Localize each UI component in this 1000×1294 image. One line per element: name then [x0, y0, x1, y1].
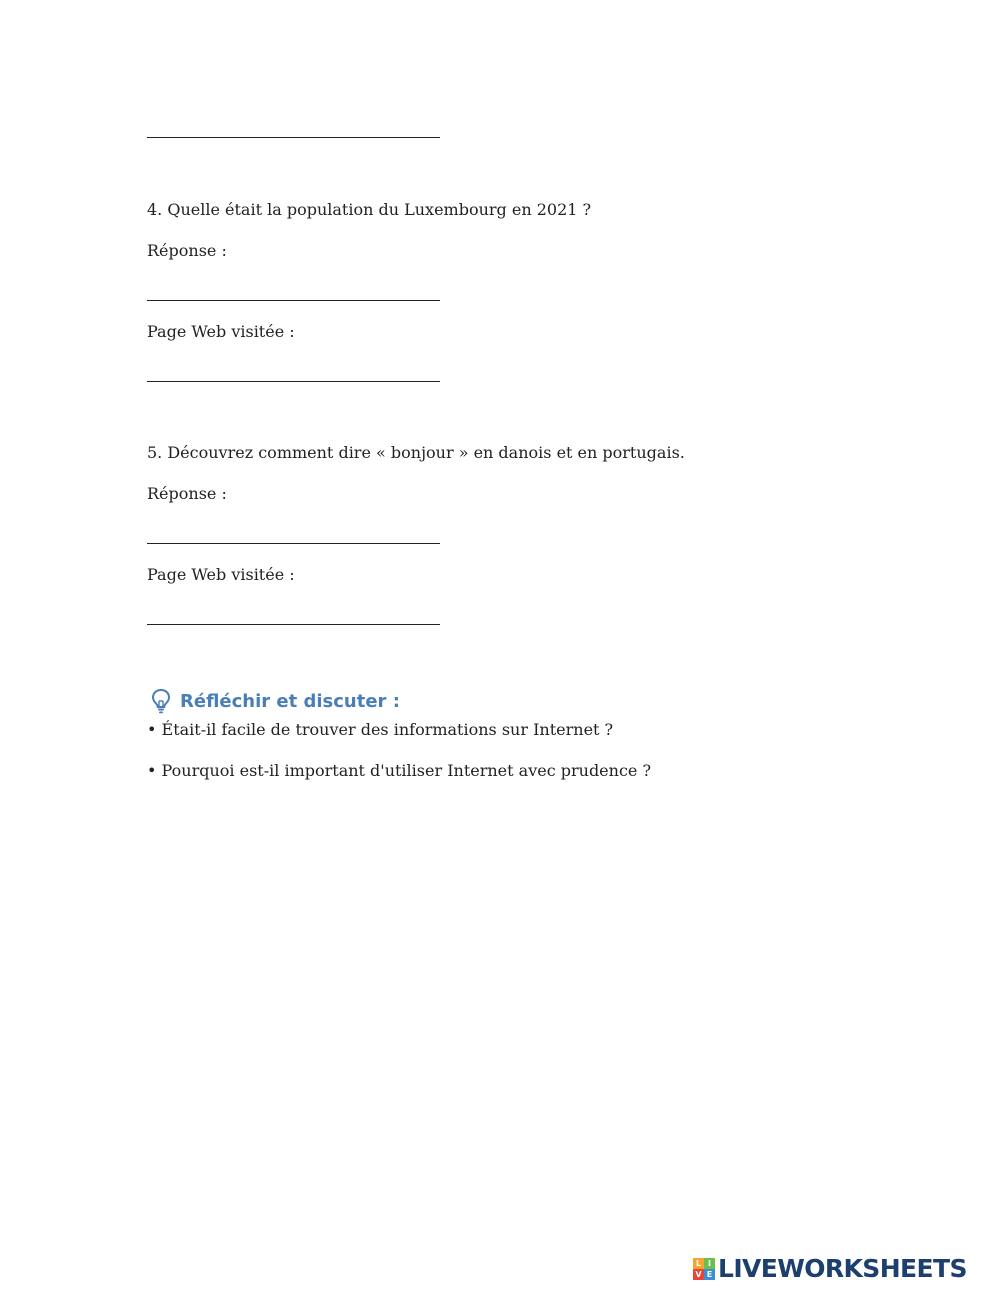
answer-line[interactable]	[147, 300, 440, 301]
logo-letter: L	[693, 1258, 704, 1269]
logo-wordmark: LIVEWORKSHEETS	[718, 1254, 967, 1283]
reflect-bullet: • Était-il facile de trouver des informations sur Internet ?	[147, 720, 614, 739]
web-page-label: Page Web visitée :	[147, 322, 295, 341]
web-page-label: Page Web visitée :	[147, 565, 295, 584]
logo-letter: V	[693, 1269, 704, 1280]
answer-line[interactable]	[147, 137, 440, 138]
answer-label: Réponse :	[147, 484, 227, 503]
web-page-line[interactable]	[147, 381, 440, 382]
web-page-line[interactable]	[147, 624, 440, 625]
answer-line[interactable]	[147, 543, 440, 544]
logo-mark	[693, 1258, 715, 1280]
answer-label: Réponse :	[147, 241, 227, 260]
question-4: 4. Quelle était la population du Luxembourg en 2021 ?	[147, 200, 592, 219]
lightbulb-icon	[150, 688, 172, 714]
logo-letter: I	[704, 1258, 715, 1269]
reflect-bullet: • Pourquoi est-il important d'utiliser Internet avec prudence ?	[147, 761, 652, 780]
liveworksheets-logo	[693, 1254, 967, 1284]
reflect-heading: Réfléchir et discuter :	[180, 691, 400, 712]
logo-letter: E	[704, 1269, 715, 1280]
question-5: 5. Découvrez comment dire « bonjour » en danois et en portugais.	[147, 443, 685, 462]
